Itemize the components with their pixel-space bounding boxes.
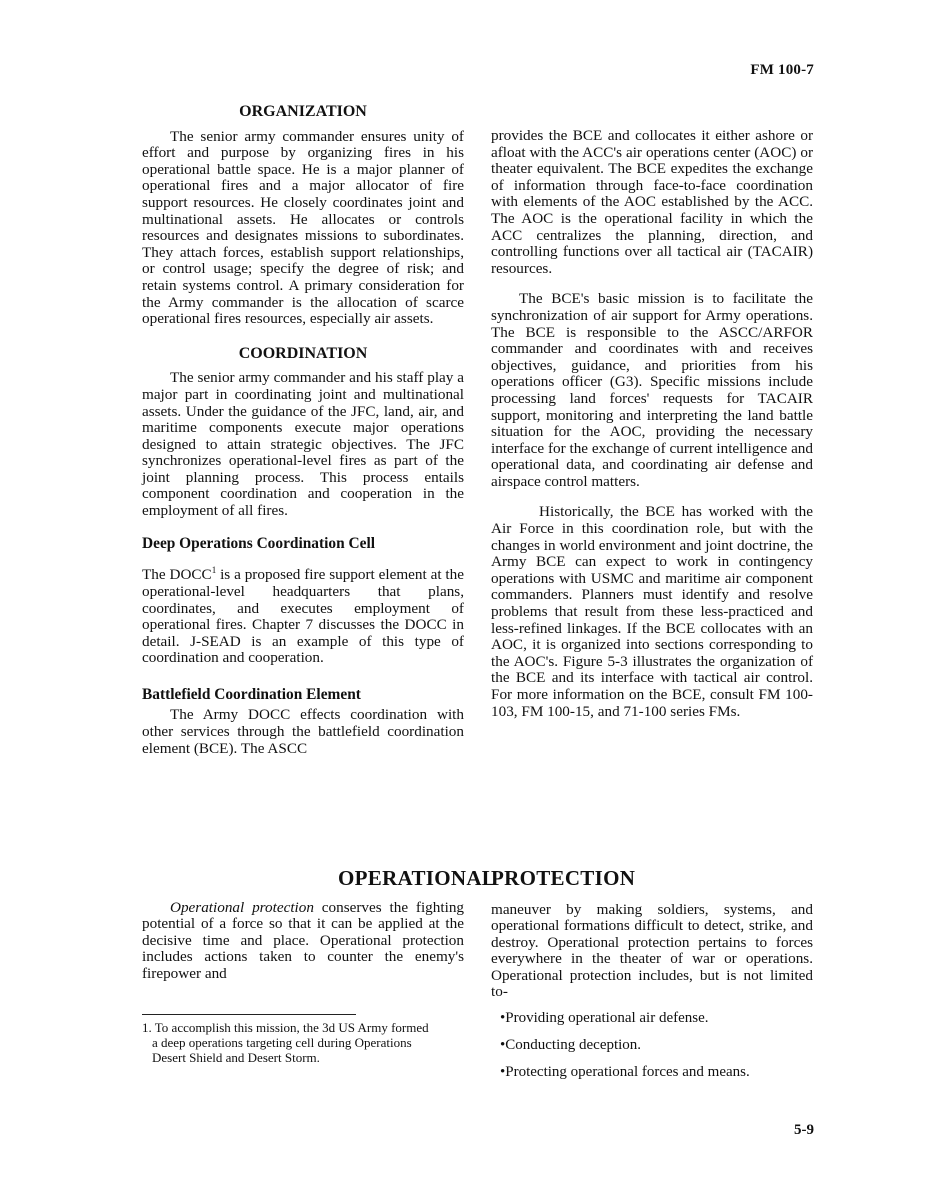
section-title-right: PROTECTION: [491, 866, 636, 890]
organization-paragraph: The senior army commander ensures unity of effort and purpose by organizing fires in his operational battle space. He is a major planner of operational fires and a major allocator of fire support resources. He closely coordinates joint and multinational assets. He allocates or controls resources and designates missions to subordinates. They attach forces, establish support relationships, or control usage; specify the degree of risk; and retain systems control. A primary consideration for the Army commander is the allocation of scarce operational fires resources, especially air assets.: [142, 127, 464, 328]
protection-right-column: [491, 902, 813, 1000]
protection-term: Operational protection: [170, 899, 314, 916]
docc-text-b: is a proposed fire support element at the operational-level headquarters that plans, coordinates, and executes employment of operational fires. Chapter 7 discusses the DOCC in detail. J-SEAD is an example of this type of coordination and cooperation.: [142, 566, 464, 667]
page-number: 5-9: [794, 1122, 814, 1138]
footnote: [142, 1020, 462, 1065]
paragraph-gap: [491, 490, 813, 504]
docc-heading: Deep Operations Coordination Cell: [142, 534, 375, 552]
paragraph-gap: [491, 277, 813, 291]
protection-text-left: conserves the fighting potential of a force so that it can be applied at the decisive time and place. Operational protection includes actions taken to counter the enemy's firepower and: [142, 899, 465, 982]
right-column: [491, 128, 813, 720]
bce-paragraph-right: provides the BCE and collocates it either ashore or afloat with the ACC's air operations center (AOC) or theater equivalent. The BCE expedites the exchange of information through face-to-face coordination with elements of the AOC established by the ACC. The AOC is the operational facility in which the ACC centralizes the planning, direction, and controlling functions over all tactical air (TACAIR) resources.: [491, 127, 813, 277]
footnote-mark: 1: [211, 565, 217, 576]
left-column: [142, 104, 464, 757]
protection-left-column: [142, 900, 464, 982]
section-title-left: OPERATIONAL: [338, 866, 497, 890]
organization-heading: ORGANIZATION: [239, 103, 367, 120]
protection-paragraph-right: maneuver by making soldiers, systems, and operational formations difficult to detect, strike, and destroy. Operational protection pertains to forces everywhere in the theater of war or operations. Operational protection includes, but is not limited to-: [491, 901, 813, 1001]
bullet-item: •Providing operational air defense.: [500, 1010, 709, 1026]
coordination-paragraph: The senior army commander and his staff play a major part in coordinating joint and multinational assets. Under the guidance of the JFC, land, air, and maritime components execute major operations designed to attain strategic objectives. The JFC synchronizes operational-level fires as part of the joint planning process. This process entails component coordination and cooperation in the employment of all fires.: [142, 369, 464, 520]
footnote-line: Desert Shield and Desert Storm.: [152, 1050, 320, 1065]
bce-mission-paragraph: The BCE's basic mission is to facilitate the synchronization of air support for Army operations. The BCE is responsible to the ASCC/ARFOR commander and coordinates with and receives objectives, guidance, and priorities from his operations officer (G3). Specific missions include processing land forces' requests for TACAIR support, monitoring and interpreting the land battle situation for the AOC, providing the necessary interface for the exchange of current intelligence and operational data, and coordinating air defense and airspace control matters.: [491, 290, 813, 490]
footnote-line: a deep operations targeting cell during Operations: [152, 1035, 412, 1050]
bce-heading: Battlefield Coordination Element: [142, 685, 361, 703]
bullet-item: •Conducting deception.: [500, 1037, 642, 1053]
protection-bullet-list: [500, 1010, 750, 1091]
docc-text-a: The DOCC: [142, 566, 212, 584]
coordination-heading: COORDINATION: [238, 344, 368, 362]
protection-paragraph-left: [142, 900, 464, 982]
bullet-item: •Protecting operational forces and means.: [500, 1064, 750, 1080]
footnote-divider: [142, 1014, 356, 1015]
bce-history-paragraph: Historically, the BCE has worked with the Air Force in this coordination role, but with the changes in world environment and joint doctrine, the Army BCE can expect to work in contingency operations with USMC and maritime air component commanders. Planners must identify and resolve problems that result from these less-practiced and less-refined linkages. If the BCE collocates with an AOC, it is organized into sections corresponding to the AOC's. Figure 5-3 illustrates the organization of the BCE and its interface with tactical air control. For more information on the BCE, consult FM 100-103, FM 100-15, and 71-100 series FMs.: [491, 503, 813, 720]
footnote-line: 1. To accomplish this mission, the 3d US Army formed: [142, 1020, 429, 1035]
docc-paragraph: [142, 562, 464, 667]
bce-paragraph-left: The Army DOCC effects coordination with other services through the battlefield coordination element (BCE). The ASCC: [142, 706, 464, 757]
page-header: FM 100-7: [750, 62, 814, 78]
